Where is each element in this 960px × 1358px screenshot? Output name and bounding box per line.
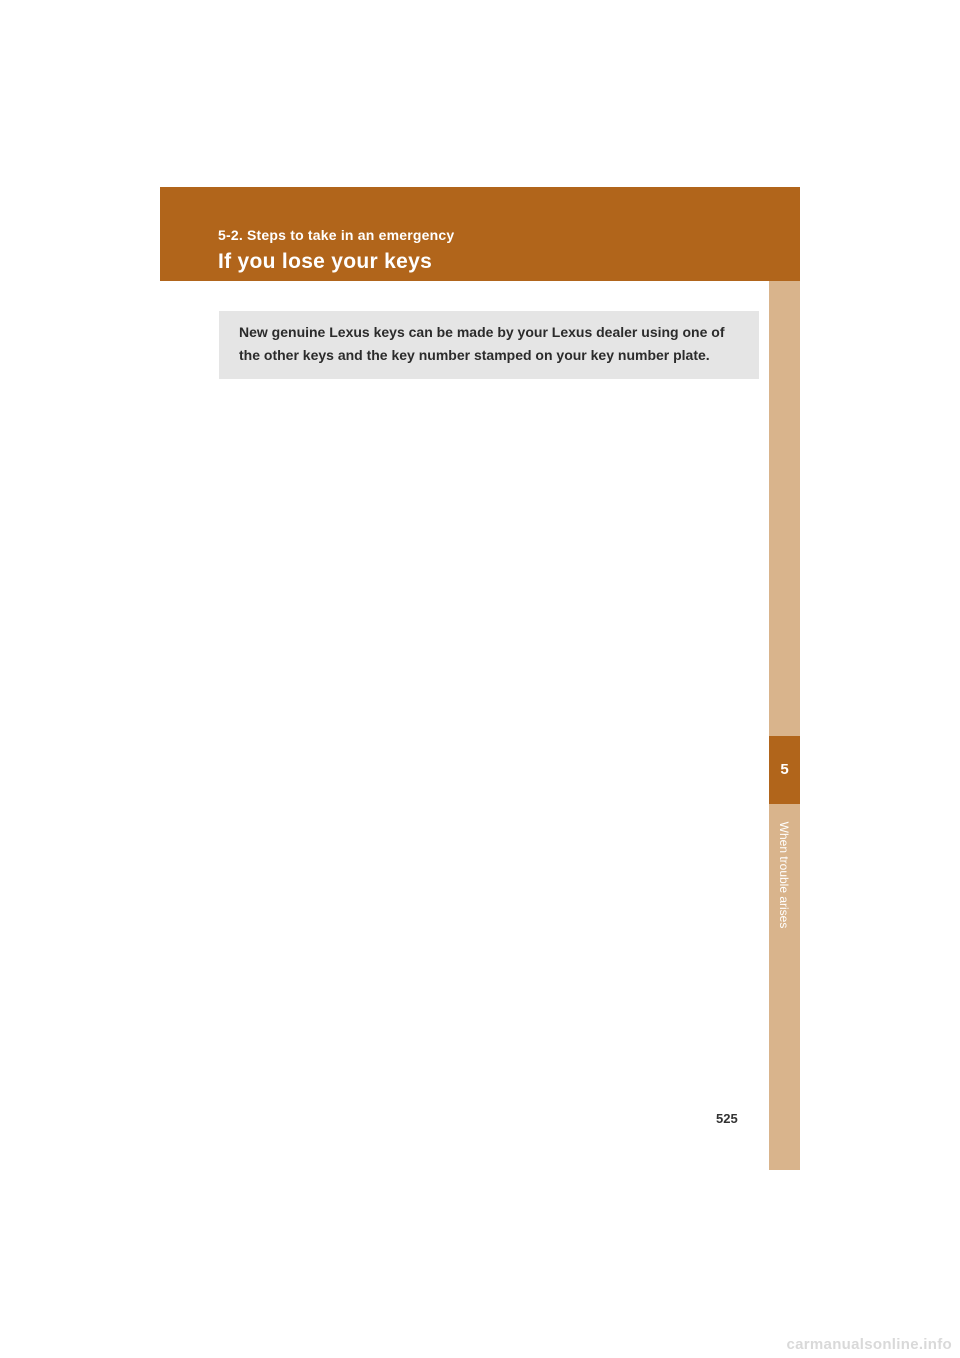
section-header-band [160, 187, 800, 281]
section-label: 5-2. Steps to take in an emergency [218, 227, 455, 243]
chapter-side-tab [769, 281, 800, 1170]
page-number: 525 [716, 1111, 738, 1126]
chapter-number: 5 [780, 761, 789, 778]
page-title: If you lose your keys [218, 250, 433, 273]
info-box-text: New genuine Lexus keys can be made by your Lexus dealer using one of the other keys and the key number stamped on your key number plate. [219, 311, 759, 379]
watermark: carmanualsonline.info [786, 1336, 952, 1353]
chapter-name: When trouble arises [777, 821, 791, 929]
chapter-number-block [769, 736, 800, 804]
